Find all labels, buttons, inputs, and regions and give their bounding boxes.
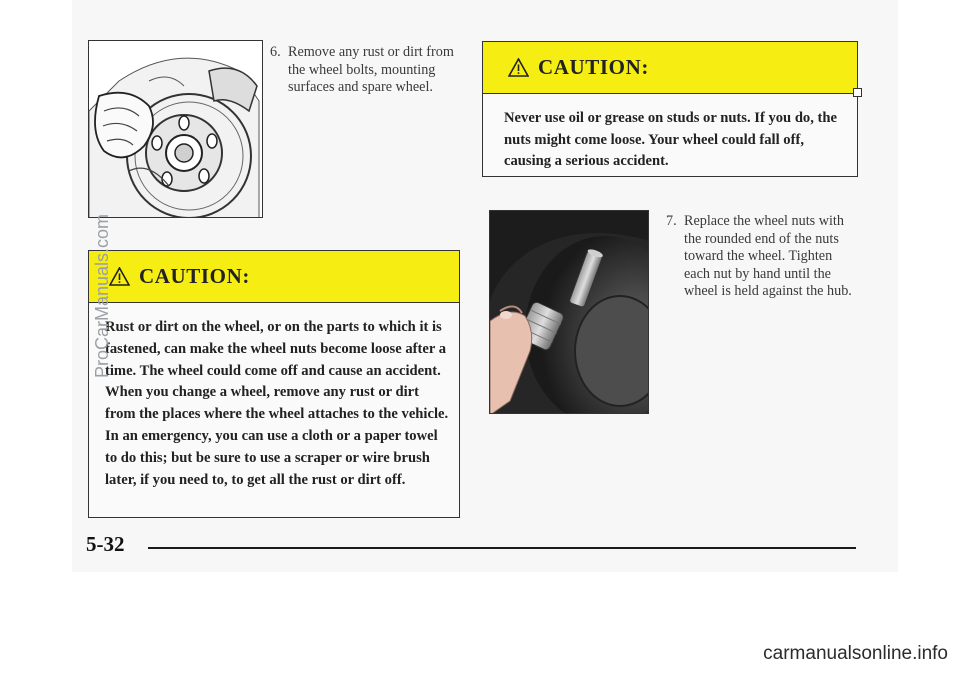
- caution-box-oil-grease: [482, 41, 858, 177]
- caution-text: Rust or dirt on the wheel, or on the parts to which it is fastened, can make the wheel nuts become loose after a time. The wheel could come off and cause an accident. When you change a wheel, remove any rust or dirt from the places where the wheel attaches to the vehicle. In an emergency, you can use a cloth or a paper towel to do this; but be sure to use a scraper or wire brush later, if you need to, to get all the rust or dirt off.: [105, 319, 449, 488]
- step-number: 6.: [270, 44, 281, 60]
- step-text: Remove any rust or dirt from the wheel bolts, mounting surfaces and spare wheel.: [288, 44, 454, 96]
- warning-triangle-icon: [508, 58, 529, 77]
- caution-box-rust-dirt: [88, 250, 460, 518]
- wheel-hub-cleaning-illustration: [88, 40, 263, 218]
- site-footer-text: carmanualsonline.info: [763, 643, 948, 664]
- nut-photo-drawing: [490, 211, 649, 414]
- caution-header: [89, 251, 459, 303]
- step-number: 7.: [666, 213, 677, 229]
- footer-rule: [148, 547, 856, 549]
- caution-text: Never use oil or grease on studs or nuts. If you do, the nuts might come loose. Your wheel could fall off, causing a serious accident.: [504, 110, 837, 169]
- caution-title: CAUTION:: [538, 55, 649, 79]
- corner-mark: [853, 88, 862, 97]
- step-7: [666, 213, 856, 301]
- step-text: Replace the wheel nuts with the rounded end of the nuts toward the wheel. Tighten each nut by hand until the wheel is held against the hub.: [684, 213, 852, 300]
- caution-title: CAUTION:: [139, 264, 250, 288]
- step-6: [270, 44, 455, 97]
- wheel-nut-photo: [489, 210, 649, 414]
- hub-drawing: [89, 41, 263, 218]
- watermark-text: ProCarManuals.com: [92, 213, 112, 378]
- page-number: 5-32: [86, 532, 125, 556]
- caution-header: [483, 42, 857, 94]
